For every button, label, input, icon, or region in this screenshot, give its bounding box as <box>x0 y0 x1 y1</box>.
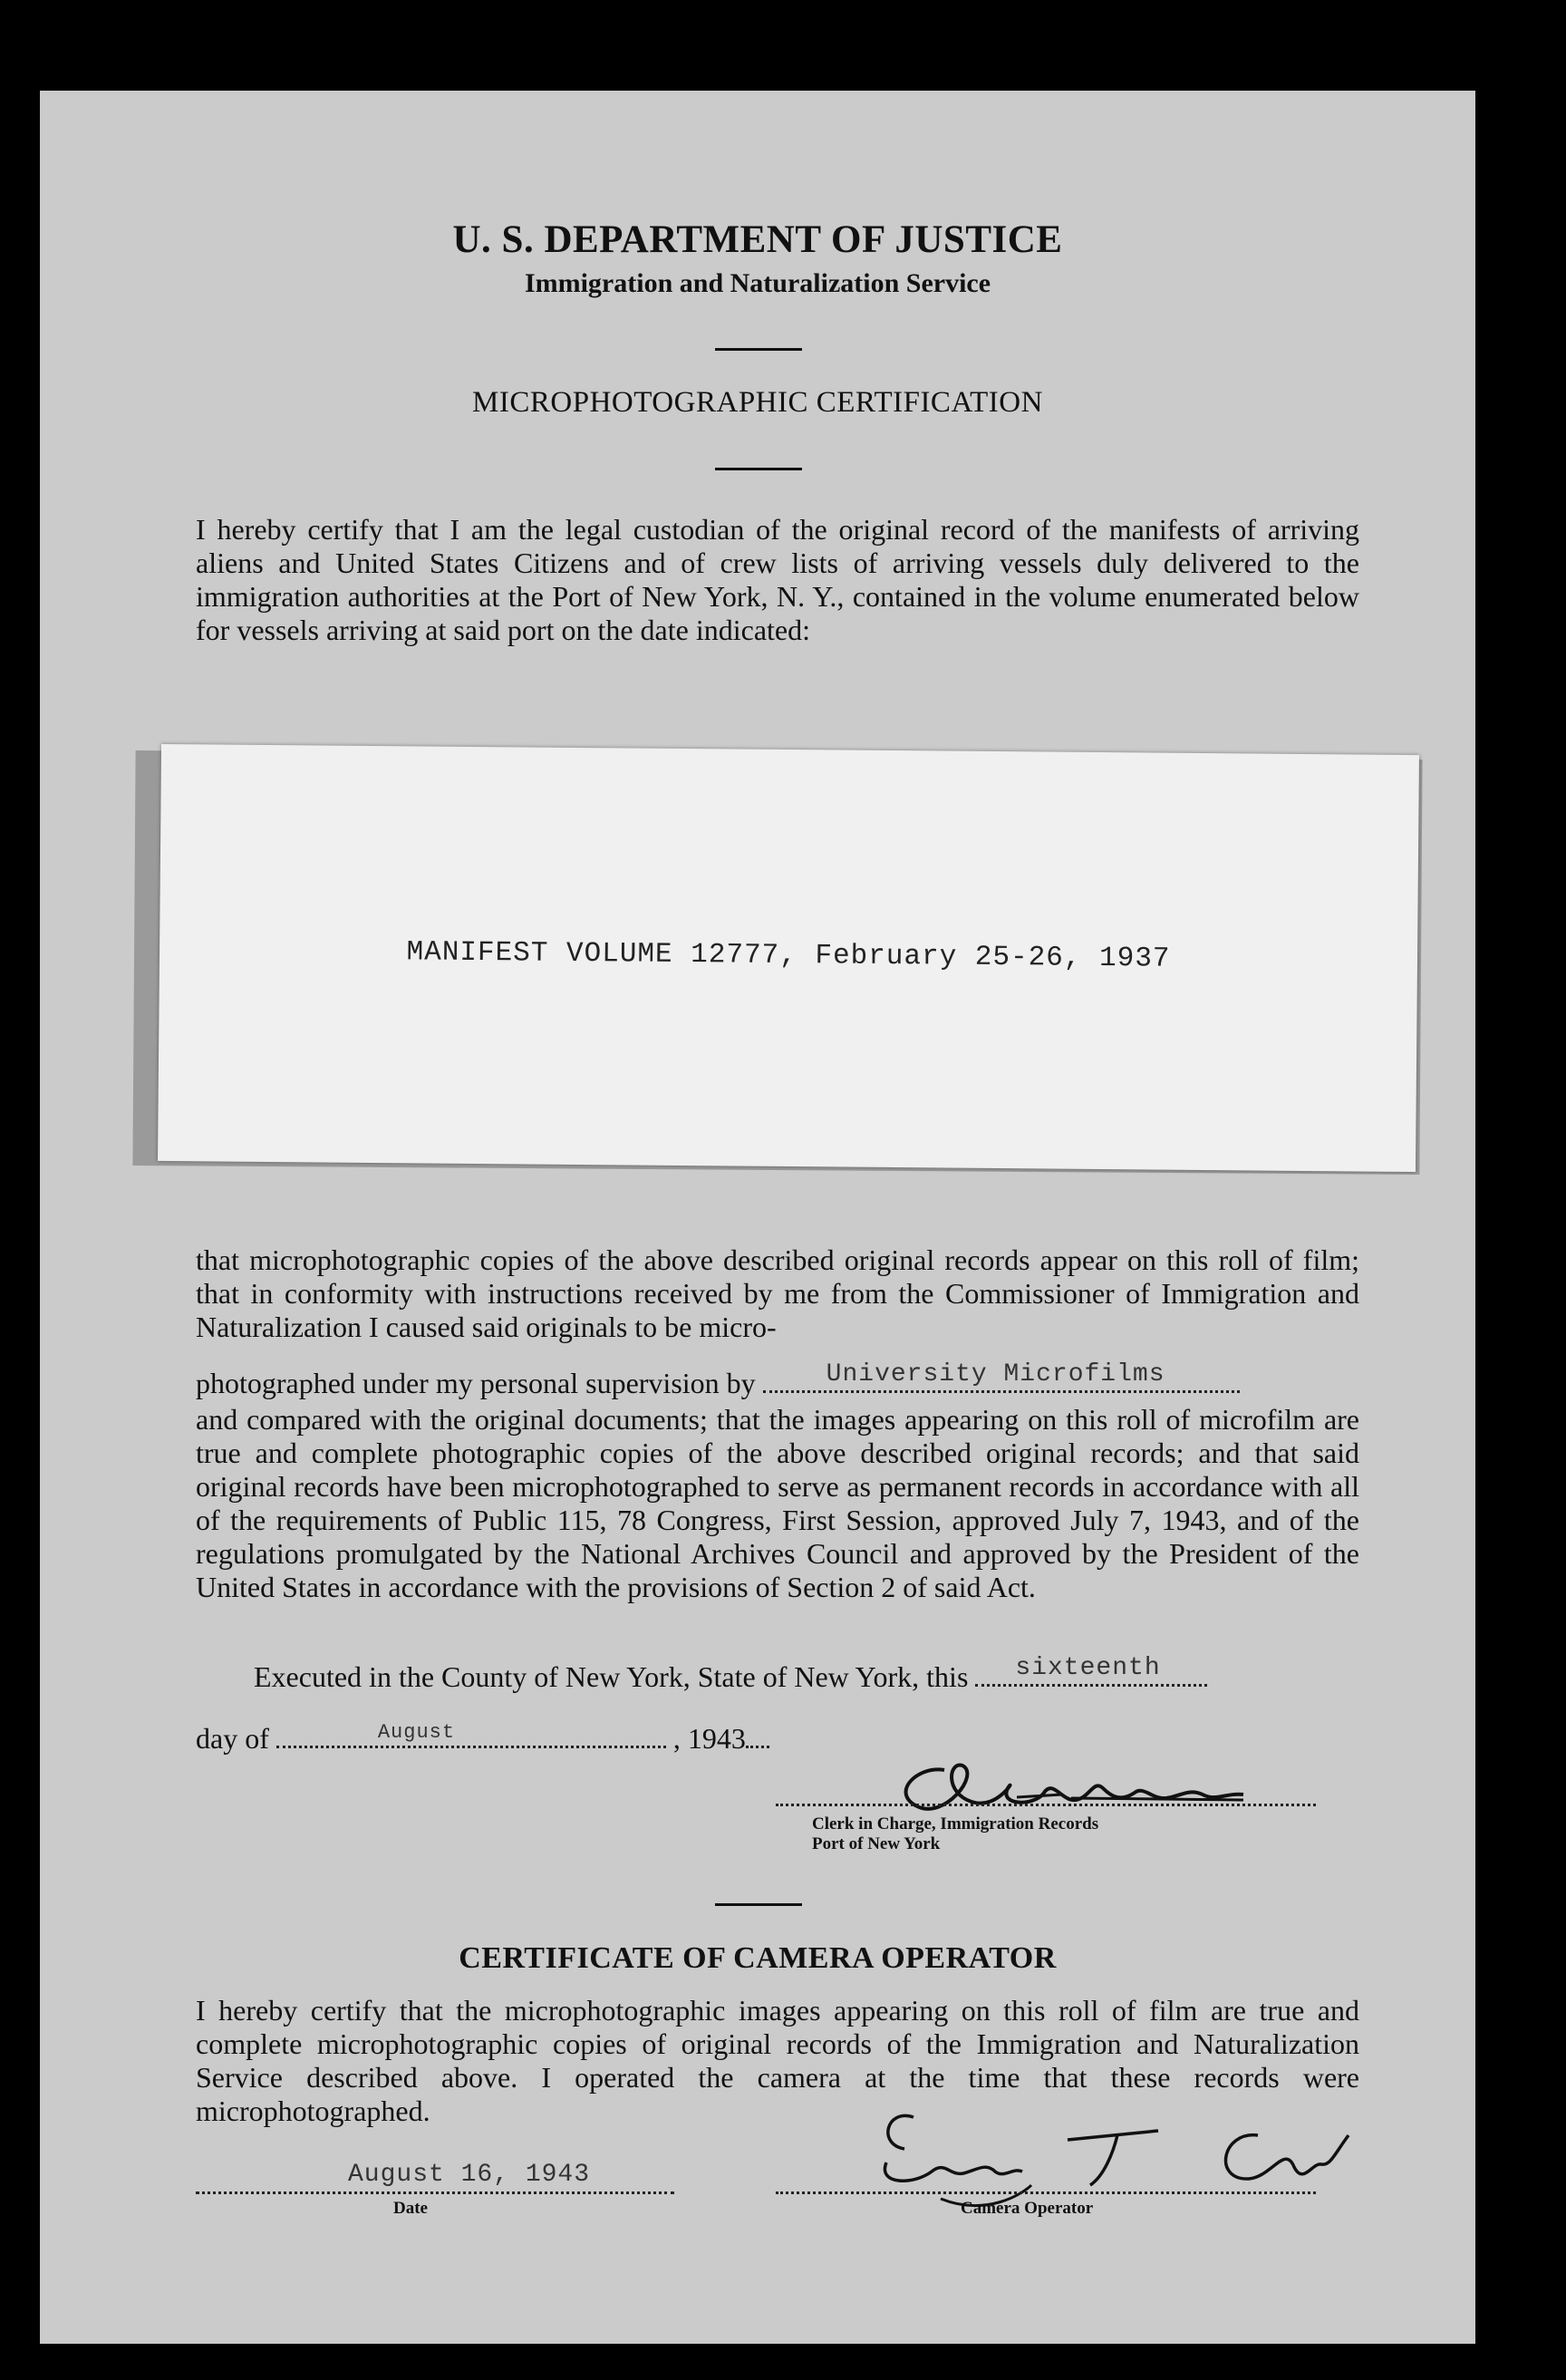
divider <box>715 468 802 470</box>
executed-line <box>254 1654 1359 1694</box>
intro-paragraph: I hereby certify that I am the legal custodian of the original record of the manifests of arriving aliens and United States Citizens and of crew lists of arriving vessels duly delivered to the immigration authorities at the Port of New York, N. Y., contained in the volume enumerated below for vessels arriving at said port on the date indicated: <box>196 513 1359 646</box>
executed-day-value: sixteenth <box>1015 1654 1161 1682</box>
year-prefix: , 194 <box>672 1722 731 1755</box>
month-field <box>276 1721 666 1748</box>
divider <box>715 1903 802 1906</box>
certification-sheet <box>40 91 1475 2344</box>
executed-prefix: Executed in the County of New York, State of New York, this <box>254 1660 969 1693</box>
day-of-label: day of <box>196 1722 269 1755</box>
department-title: U. S. DEPARTMENT OF JUSTICE <box>452 218 1063 261</box>
date-label: Date <box>393 2199 428 2218</box>
service-subtitle: Immigration and Naturalization Service <box>524 268 991 298</box>
photographed-by-field <box>763 1360 1240 1393</box>
certification-title: MICROPHOTOGRAPHIC CERTIFICATION <box>472 386 1043 419</box>
photographed-prefix: photographed under my personal supervision by <box>196 1367 756 1399</box>
camera-operator-line <box>776 2190 1316 2194</box>
body-paragraph-part2: and compared with the original documents; that the images appearing on this roll of microfilm are true and complete photographic copies of the above described original records; and that said original records have been microphotographed to serve as permanent records in accordance with all of the requirements of Public 115, 78 Congress, First Session, approved July 7, 1943, and of the regulations promulgated by the National Archives Council and approved by the President of the United States in accordance with the provisions of Section 2 of said Act. <box>196 1403 1359 1603</box>
camera-operator-cert-title: CERTIFICATE OF CAMERA OPERATOR <box>459 1941 1057 1975</box>
month-value: August <box>377 1721 456 1744</box>
executed-day-field <box>975 1654 1207 1687</box>
manifest-slip <box>158 744 1419 1172</box>
year-field <box>746 1724 769 1748</box>
clerk-title-line2: Port of New York <box>812 1834 941 1853</box>
manifest-volume-text: MANIFEST VOLUME 12777, February 25-26, 1937 <box>406 936 1171 975</box>
photographed-by-value: University Microfilms <box>826 1360 1165 1388</box>
clerk-signature-line <box>776 1802 1316 1806</box>
year-digit: 3 <box>730 1722 746 1755</box>
camera-operator-cert-text: I hereby certify that the microphotographic images appearing on this roll of film are true and complete microphotographic copies of original records of the Immigration and Naturalization Service described above. I operated the camera at the time that these records were microphotographed. <box>196 1994 1359 2127</box>
body-paragraph-part1: that microphotographic copies of the above described original records appear on this roll of film; that in conformity with instructions received by me from the Commissioner of Immigration and Naturalization I caused said originals to be micro- <box>196 1243 1359 1343</box>
clerk-title-line1: Clerk in Charge, Immigration Records <box>812 1814 1099 1833</box>
divider <box>715 348 802 351</box>
clerk-title <box>812 1814 1098 1854</box>
camera-operator-label: Camera Operator <box>961 2199 1094 2218</box>
date-value: August 16, 1943 <box>348 2161 591 2189</box>
date-line <box>196 2190 674 2194</box>
photographed-by-line <box>196 1360 1359 1400</box>
